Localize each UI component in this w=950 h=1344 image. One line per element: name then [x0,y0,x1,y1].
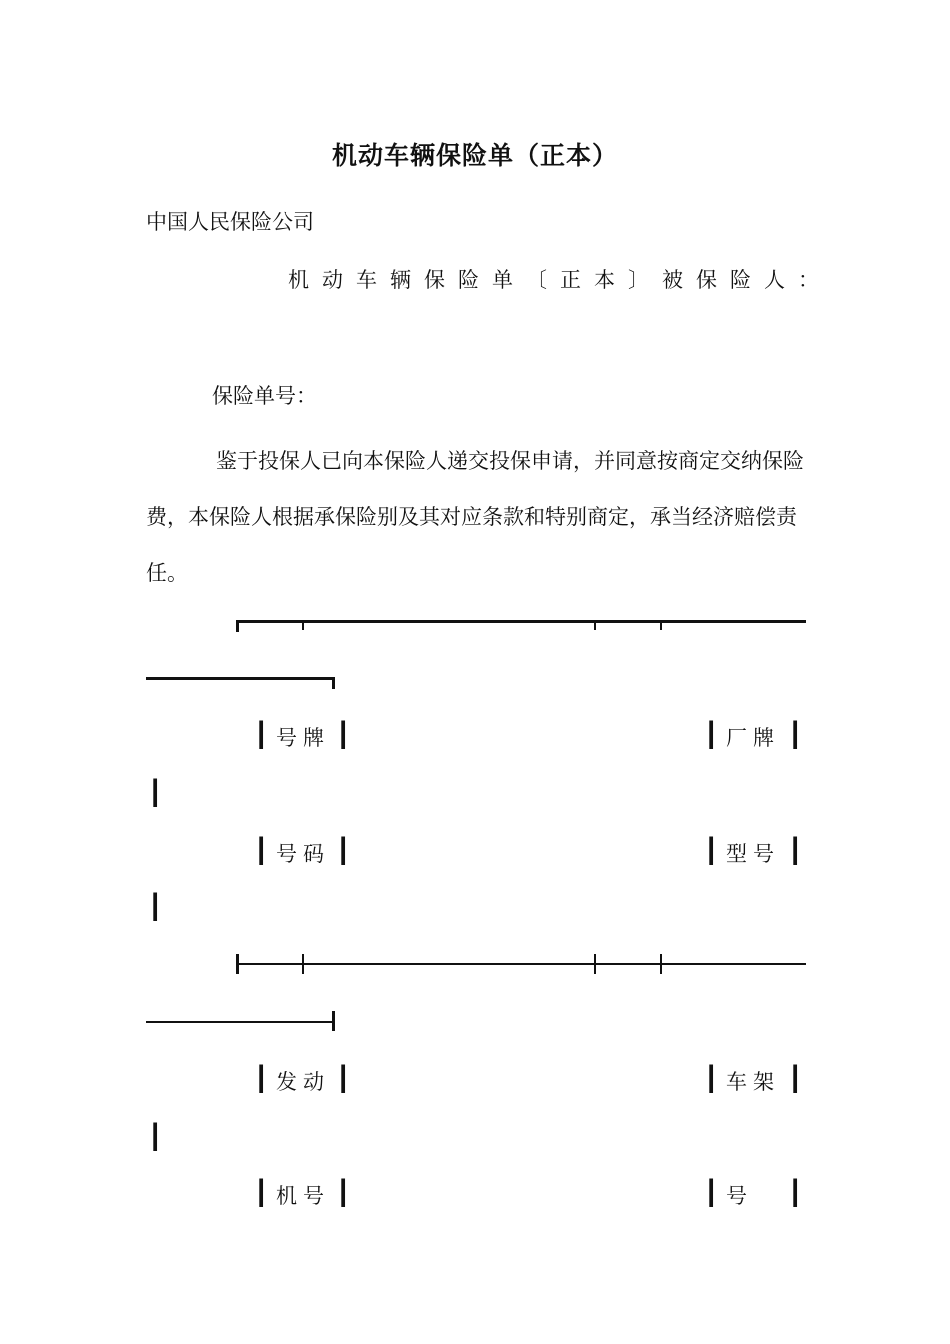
engine-label: 发动 [276,1070,330,1094]
brand-label: 厂牌 [726,726,780,750]
policy-subtitle: 机动车辆保险单〔正本〕被保险人： [288,268,832,292]
frame-number-label: 号 [726,1184,753,1208]
plate-label: 号牌 [276,726,330,750]
plate-number-label: 号码 [276,842,330,866]
company-name: 中国人民保险公司 [146,210,314,234]
policy-number-label: 保险单号： [212,384,317,408]
intro-paragraph-text: 鉴于投保人已向本保险人递交投保申请，并同意按商定交纳保险费，本保险人根据承保险别及其对应条款和特别商定，承当经济赔偿责任。 [146,449,804,585]
frame-label: 车架 [726,1070,780,1094]
engine-number-label: 机号 [276,1184,330,1208]
intro-paragraph [146,433,806,601]
model-label: 型号 [726,842,780,866]
document-title: 机动车辆保险单（正本） [331,141,618,170]
